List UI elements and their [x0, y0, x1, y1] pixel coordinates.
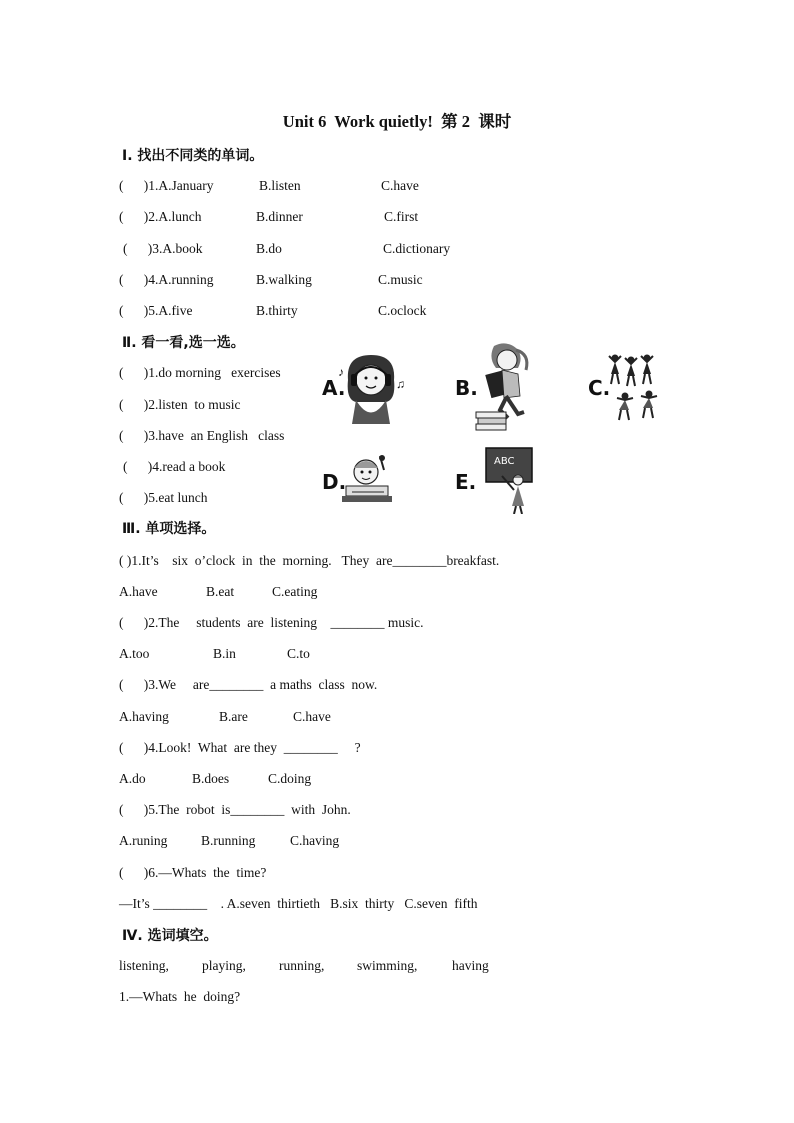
section-2-heading: Ⅱ. 看一看,选一选。 — [122, 335, 245, 351]
s3-q3-opt-b: B.are — [219, 709, 248, 724]
s3-q3: ( )3.We are________ a maths class now. — [119, 677, 378, 692]
s2-q3: ( )3.have an English class — [119, 428, 285, 443]
word-bank-item: playing, — [202, 958, 246, 973]
picture-label-b: B. — [455, 376, 478, 400]
s3-q2: ( )2.The students are listening ________ music. — [119, 615, 424, 630]
s4-q1: 1.—Whats he doing? — [119, 989, 241, 1004]
s3-q5-opt-b: B.running — [201, 833, 256, 848]
s2-q1: ( )1.do morning exercises — [119, 365, 281, 380]
s3-q1-opt-b: B.eat — [206, 584, 235, 599]
s1-q5-c: C.oclock — [378, 303, 427, 318]
english-class-teacher-illustration — [484, 446, 534, 514]
s3-q3-opt-a: A.having — [119, 709, 169, 724]
s2-q2: ( )2.listen to music — [119, 397, 241, 412]
s1-q2-c: C.first — [384, 209, 419, 224]
s3-q5-opt-c: C.having — [290, 833, 340, 848]
s3-q6-answer-line: —It’s ________ . A.seven thirtieth B.six thirty C.seven fifth — [119, 896, 478, 911]
s1-q4-c: C.music — [378, 272, 423, 287]
s3-q2-opt-a: A.too — [119, 646, 150, 661]
word-bank-item: running, — [279, 958, 325, 973]
s2-q5: ( )5.eat lunch — [119, 490, 208, 505]
kids-morning-exercises-illustration — [605, 350, 665, 424]
s1-q5-a: ( )5.A.five — [119, 303, 193, 318]
word-bank-item: having — [452, 958, 489, 973]
s1-q3-b: B.do — [256, 241, 282, 256]
board-text: ABC — [494, 456, 515, 467]
s3-q1: ( )1.It’s six o’clock in the morning. They are________breakfast. — [119, 553, 500, 568]
s1-q2-b: B.dinner — [256, 209, 303, 224]
s3-q3-opt-c: C.have — [293, 709, 331, 724]
s1-q2-a: ( )2.A.lunch — [119, 209, 202, 224]
s3-q4: ( )4.Look! What are they ________ ? — [119, 740, 361, 755]
s3-q4-opt-b: B.does — [192, 771, 230, 786]
s3-q4-opt-c: C.doing — [268, 771, 312, 786]
s3-q5-opt-a: A.runing — [119, 833, 168, 848]
svg-text:♫: ♫ — [396, 377, 405, 391]
s1-q3-c: C.dictionary — [383, 241, 451, 256]
picture-label-e: E. — [455, 470, 477, 494]
page-title: Unit 6 Work quietly! 第 2 课时 — [282, 112, 512, 131]
s3-q1-opt-a: A.have — [119, 584, 158, 599]
picture-label-c: C. — [588, 376, 611, 400]
girl-reading-book-illustration — [472, 340, 536, 436]
picture-label-a: A. — [322, 376, 346, 400]
s1-q1-c: C.have — [381, 178, 419, 193]
s1-q3-a: ( )3.A.book — [123, 241, 203, 256]
s3-q2-opt-b: B.in — [213, 646, 236, 661]
svg-text:♪: ♪ — [338, 365, 344, 379]
boy-eating-lunch-illustration — [340, 452, 398, 508]
word-bank-item: listening, — [119, 958, 169, 973]
s3-q4-opt-a: A.do — [119, 771, 146, 786]
s1-q4-b: B.walking — [256, 272, 312, 287]
s1-q1-b: B.listen — [259, 178, 301, 193]
s3-q5: ( )5.The robot is________ with John. — [119, 802, 351, 817]
picture-label-d: D. — [322, 470, 347, 494]
s3-q1-opt-c: C.eating — [272, 584, 318, 599]
section-4-heading: Ⅳ. 选词填空。 — [122, 928, 218, 944]
s3-q6: ( )6.—Whats the time? — [119, 865, 267, 880]
s1-q1-a: ( )1.A.January — [119, 178, 214, 193]
section-1-heading: Ⅰ. 找出不同类的单词。 — [122, 148, 264, 164]
s2-q4: ( )4.read a book — [123, 459, 226, 474]
word-bank-item: swimming, — [357, 958, 418, 973]
s1-q4-a: ( )4.A.running — [119, 272, 214, 287]
s3-q2-opt-c: C.to — [287, 646, 310, 661]
s1-q5-b: B.thirty — [256, 303, 298, 318]
girl-listening-music-illustration — [336, 350, 406, 425]
section-3-heading: Ⅲ. 单项选择。 — [122, 521, 216, 537]
